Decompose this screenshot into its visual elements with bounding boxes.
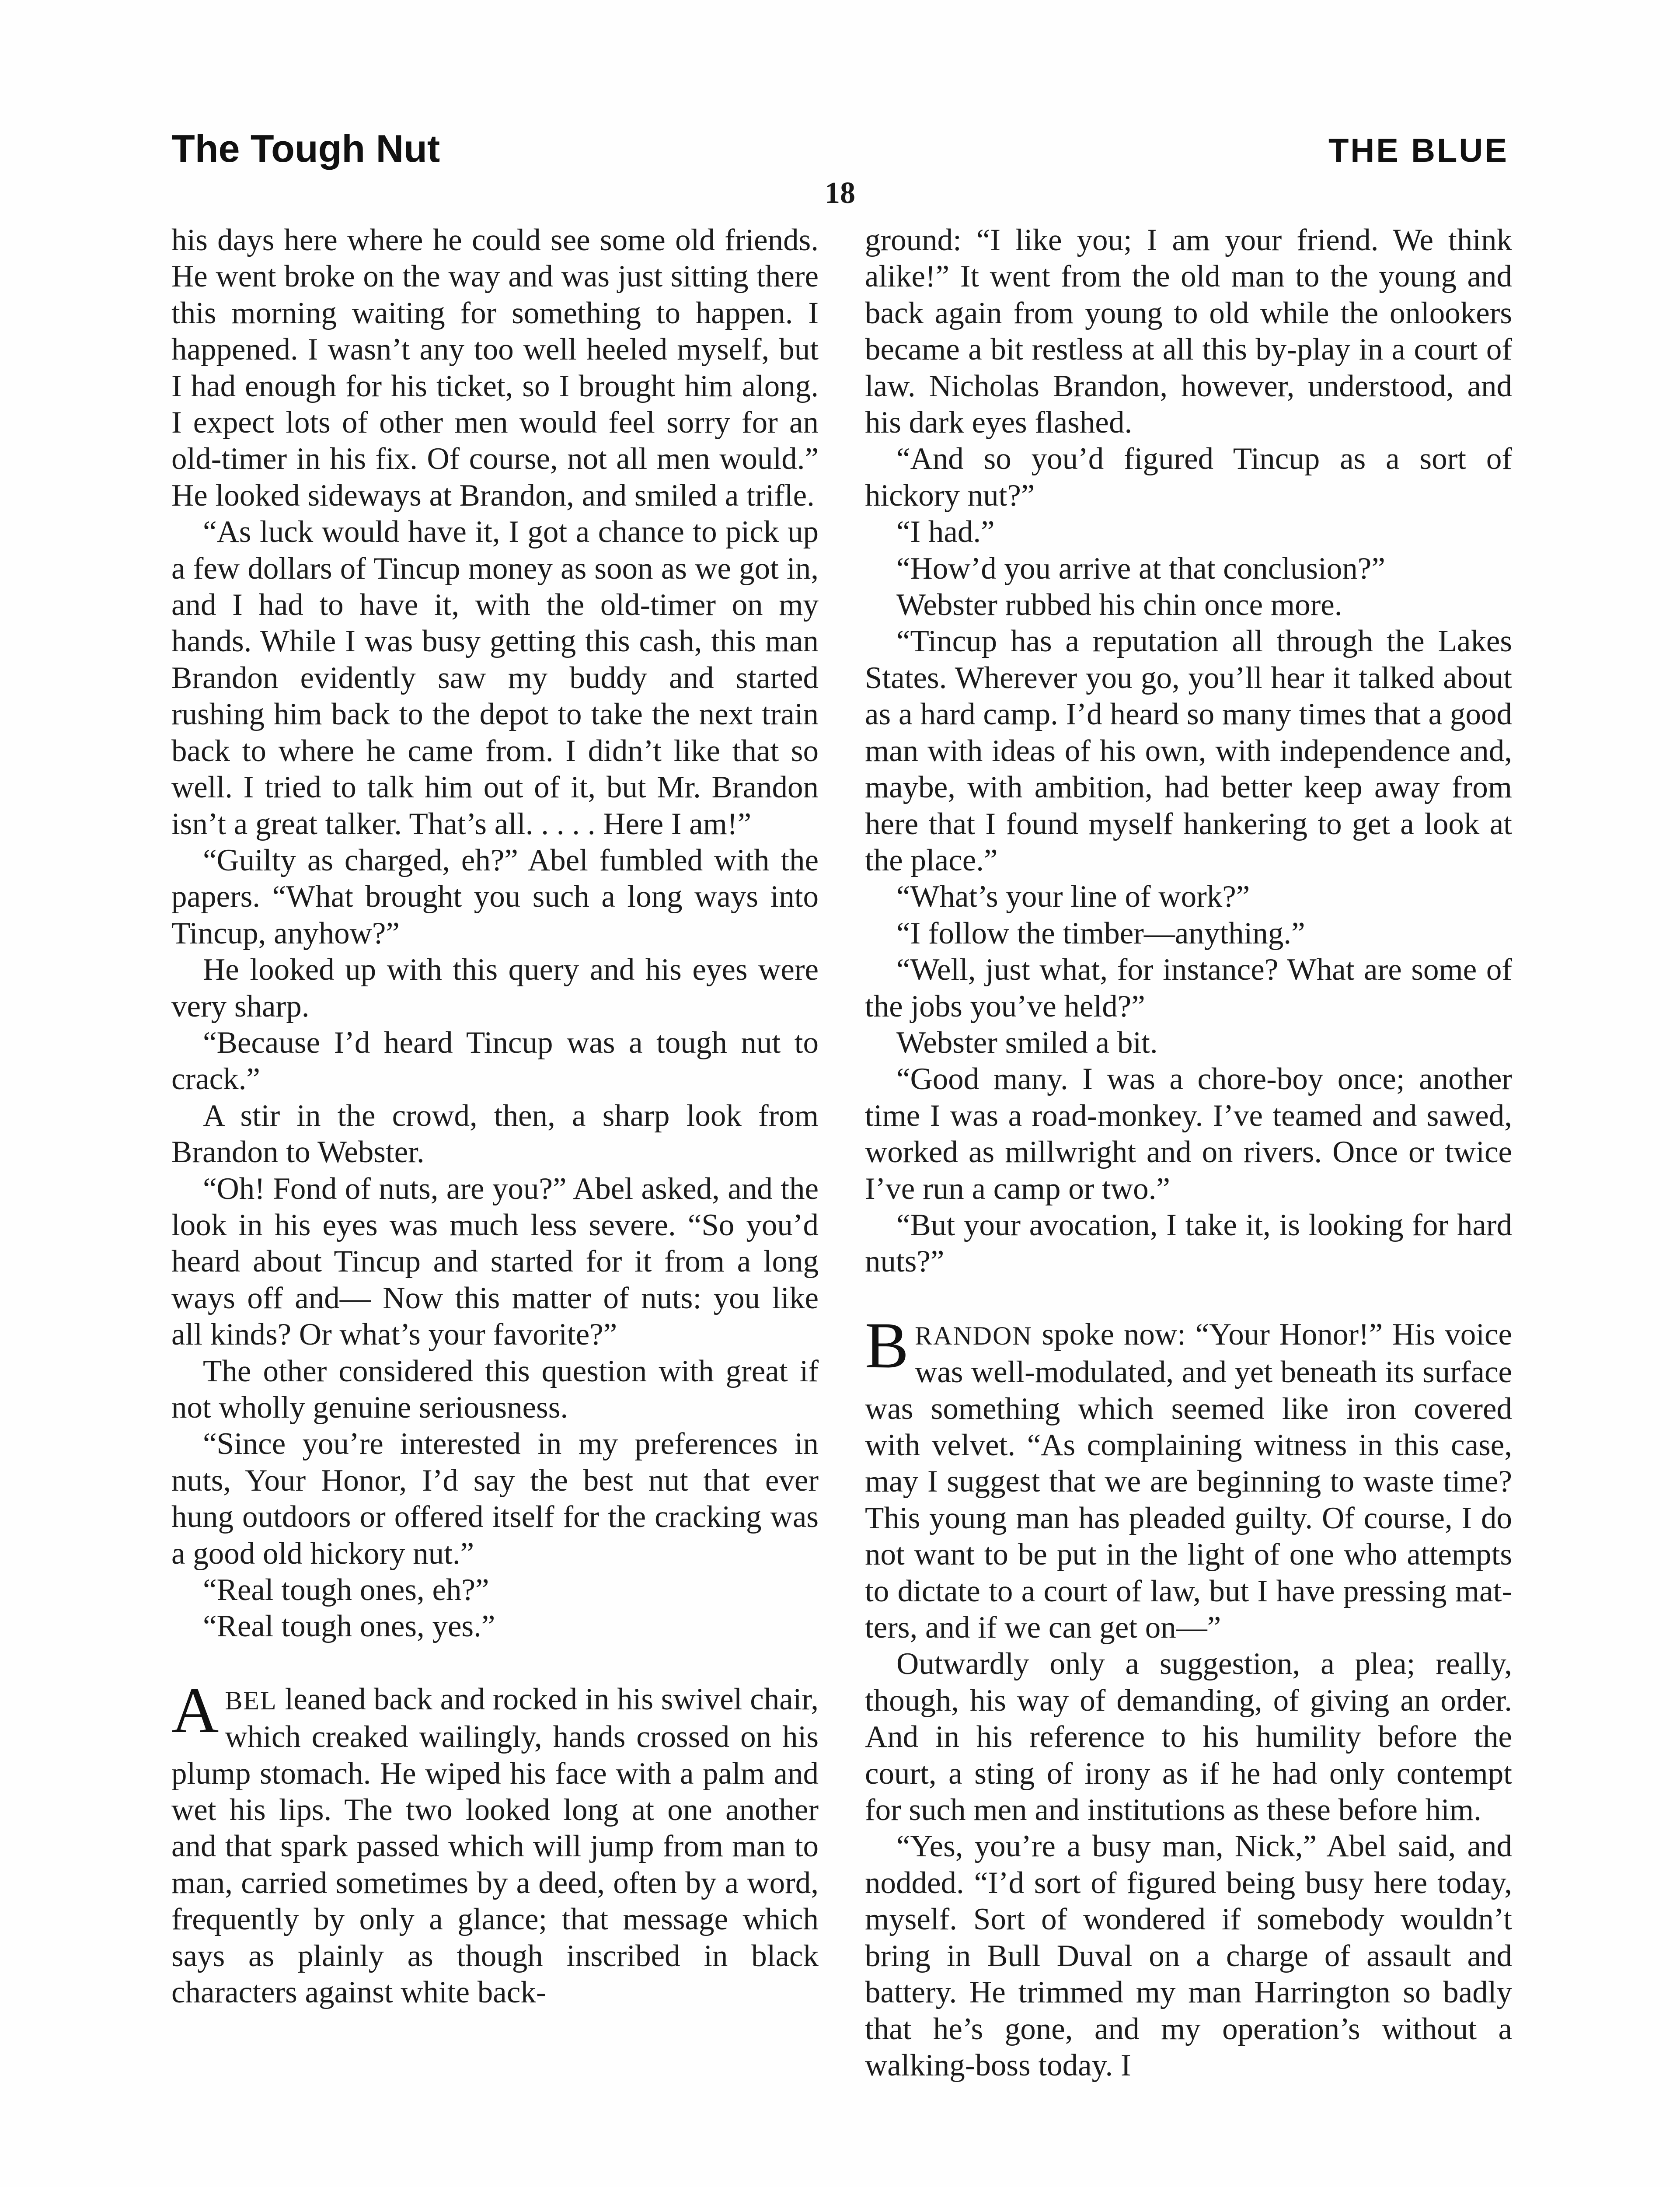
paragraph: “Yes, you’re a busy man, Nick,” Abel said, and nodded. “I’d sort of figured being busy here today, myself. Sort of wondered if somebody wouldn’t bring in Bull Duval on a charge of assault and battery. He trimmed my man Harrington so badly that he’s gone, and my operation’s without a walking-boss today. I	[865, 1829, 1512, 2082]
paragraph: ground: “I like you; I am your friend. We think alike!” It went from the old man to the young and back again from young to old while the onlookers became a bit restless at all this by-play in a court of law. Nicholas Brandon, however, understood, and his dark eyes flashed.	[865, 223, 1512, 440]
paragraph: “Since you’re interested in my preferences in nuts, Your Honor, I’d say the best nut that ever hung outdoors or offered itself for the cracking was a good old hickory nut.”	[171, 1427, 819, 1571]
paragraph: his days here where he could see some old friends. He went broke on the way and was just sitting there this morning waiting for something to happen. I happened. I wasn’t any too well heeled myself, but I had enough for his ticket, so I brought him along. I expect lots of other men would feel sorry for an old-timer in his fix. Of course, not all men would.” He looked sideways at Brandon, and smiled a trifle.	[171, 223, 819, 513]
right-column	[865, 222, 1512, 2084]
paragraph: He looked up with this query and his eyes were very sharp.	[171, 953, 819, 1024]
paragraph: Webster smiled a bit.	[896, 1025, 1158, 1060]
paragraph: “Real tough ones, eh?”	[203, 1573, 489, 1607]
paragraph: “I follow the timber—anything.”	[896, 916, 1305, 950]
page-number: 18	[825, 176, 855, 210]
paragraph: “Because I’d heard Tincup was a tough nut to crack.”	[171, 1025, 819, 1097]
section-text: spoke now: “Your Honor!” His voice was well-modulated, and yet beneath its surface was something which seemed like iron covered with velvet. “As complaining witness in this case, may I suggest that we are beginning to waste time? This young man has pleaded guilty. Of course, I do not want to be put in the light of one who attempts to dictate to a court of law, but I have pressing matters, and if we can get on—”	[865, 1317, 1512, 1645]
paragraph: “I had.”	[896, 515, 995, 549]
section-text: leaned back and rocked in his swivel chair, which creaked wailingly, hands crossed on his plump stomach. He wiped his face with a palm and wet his lips. The two looked long at one another and that spark passed which will jump from man to man, carried sometimes by a deed, often by a word, frequently by only a glance; that message which says as plainly as though inscribed in black characters against white back-	[171, 1682, 819, 2010]
left-column	[171, 222, 819, 2011]
paragraph: “What’s your line of work?”	[896, 880, 1250, 914]
drop-cap: B	[865, 1309, 909, 1382]
drop-cap: A	[171, 1673, 219, 1747]
paragraph: “Real tough ones, yes.”	[203, 1609, 495, 1644]
paragraph: “But your avocation, I take it, is looking for hard nuts?”	[865, 1208, 1512, 1279]
section-opening-paragraph	[865, 1309, 1512, 1646]
paragraph: “As luck would have it, I got a chance to pick up a few dollars of Tincup money as soon as we got in, and I had to have it, with the old-timer on my hands. While I was busy getting this cash, this man Brandon evidently saw my buddy and started rushing him back to the depot to take the next train back to where he came from. I didn’t like that so well. I tried to talk him out of it, but Mr. Brandon isn’t a great talker. That’s all. . . . . Here I am!”	[171, 515, 819, 841]
section-lead-word: BEL	[225, 1686, 277, 1715]
paragraph: A stir in the crowd, then, a sharp look from Brandon to Webster.	[171, 1098, 819, 1170]
section-opening-paragraph	[171, 1673, 819, 2011]
paragraph: “Tincup has a reputation all through the Lakes States. Wherever you go, you’ll hear it talked about as a hard camp. I’d heard so many times that a good man with ideas of his own, with independence and, maybe, with ambition, had better keep away from here that I found myself hankering to get a look at the place.”	[865, 624, 1512, 877]
paragraph: “Oh! Fond of nuts, are you?” Abel asked, and the look in his eyes was much less severe. “So you’d heard about Tincup and started for it from a long ways off and— Now this matter of nuts: you like all kinds? Or what’s your favorite?”	[171, 1171, 819, 1352]
section-lead-word: RANDON	[915, 1321, 1032, 1350]
magazine-name: THE BLUE	[1328, 132, 1509, 169]
paragraph: “Good many. I was a chore-boy once; another time I was a road-monkey. I’ve teamed and sawed, worked as millwright and on rivers. Once or twice I’ve run a camp or two.”	[865, 1062, 1512, 1206]
paragraph: Webster rubbed his chin once more.	[896, 588, 1342, 622]
paragraph: “How’d you arrive at that conclusion?”	[896, 551, 1385, 586]
paragraph: “Guilty as charged, eh?” Abel fumbled with the papers. “What brought you such a long ways into Tincup, anyhow?”	[171, 843, 819, 950]
paragraph: The other considered this question with great if not wholly genuine seriousness.	[171, 1354, 819, 1425]
paragraph: “And so you’d figured Tincup as a sort of hickory nut?”	[865, 442, 1512, 513]
story-title: The Tough Nut	[171, 127, 440, 170]
paragraph: Outwardly only a suggestion, a plea; really, though, his way of demanding, of giving an order. And in his reference to his humility before the court, a sting of irony as if he had only contempt for such men and institutions as these before him.	[865, 1647, 1512, 1827]
paragraph: “Well, just what, for instance? What are some of the jobs you’ve held?”	[865, 953, 1512, 1024]
